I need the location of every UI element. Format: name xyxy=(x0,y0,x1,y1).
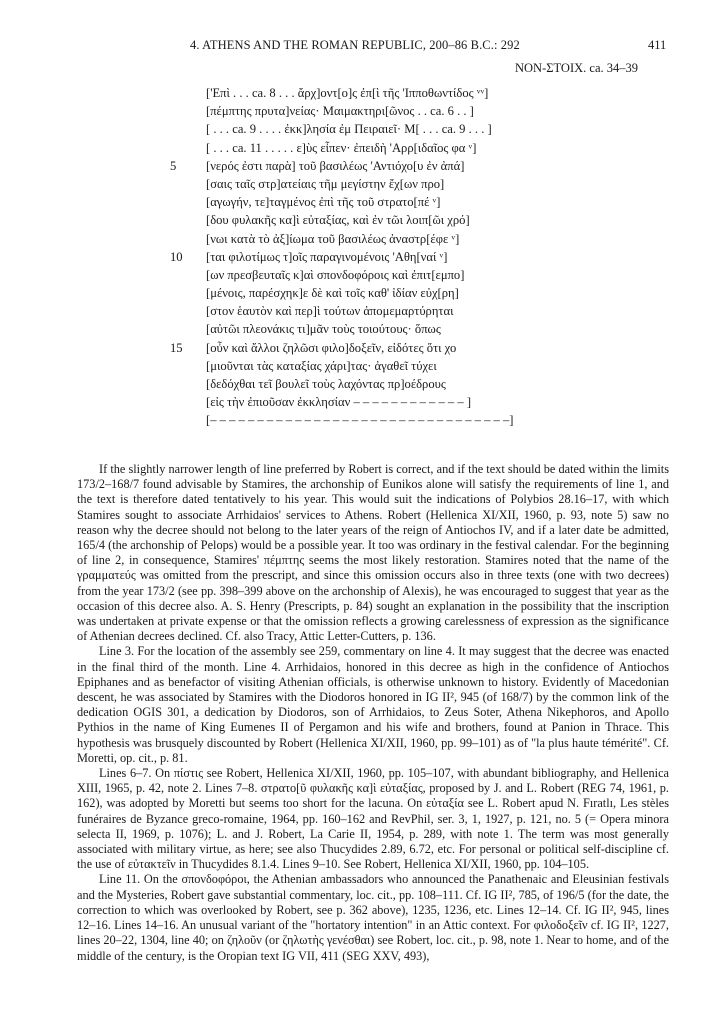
inscription-text xyxy=(160,84,560,430)
inscription-line xyxy=(160,302,560,320)
inscription-line xyxy=(160,157,560,175)
inscription-line xyxy=(160,320,560,338)
commentary xyxy=(77,462,669,964)
greek-text: ['Επὶ . . . ca. 8 . . . ἄρχ]οντ[ο]ς ἐπ[ὶ τῆς 'Ιπποθωντίδος ᵛᵛ] xyxy=(206,86,489,100)
inscription-line xyxy=(160,357,560,375)
inscription-line xyxy=(160,193,560,211)
inscription-line xyxy=(160,284,560,302)
greek-text: [μένοις, παρέσχηκ]ε δὲ καὶ τοῖς καθ' ἰδίαν εὐχ[ρη] xyxy=(206,286,459,301)
inscription-line xyxy=(160,339,560,357)
greek-text: [– – – – – – – – – – – – – – – – – – – – – – – – – – – – – – – –] xyxy=(206,413,514,428)
greek-text: [νωι κατὰ τὸ ἀξ]ίωμα τοῦ βασιλέως ἀναστρ[έφε ᵛ] xyxy=(206,231,460,246)
greek-text: [σαις ταῖς στρ]ατείαις τῆμ μεγίστην ἔχ[ων προ] xyxy=(206,176,445,191)
greek-text: [στον ἑαυτὸν καὶ περ]ὶ τούτων ἀπομεμαρτύρηται xyxy=(206,304,454,319)
inscription-line xyxy=(160,411,560,429)
greek-text: [ . . . ca. 9 . . . . ἐκκ]λησία ἐμ Πειραιεῖ· Μ[ . . . ca. 9 . . . ] xyxy=(206,122,492,137)
commentary-paragraph: If the slightly narrower length of line preferred by Robert is correct, and if the text should be dated within the limits 173/2–168/7 found advisable by Stamires, the archonship of Eunikos alone will satisfy the requirements of line 1, and the text is therefore dated tentatively to his year. This would suit the indications of Polybios 28.16–17, with which Stamires sought to associate Arrhidaios' services to Athens. Robert (Hellenica XI/XII, 1960, p. 93, note 5) saw no reason why the decree should not belong to the later years of the reign of Antiochos IV, and if a later date be admitted, 165/4 (the archonship of Pelops) would be a possible year. It too was ordinary in the festival calendar. For the beginning of line 2, in consequence, Stamires' πέμπτης seems the most likely restoration. Stamires noted that the name of the γραμματεύς was omitted from the prescript, and since this omission occurs also in three texts (one with two decrees) from the year 173/2 (see pp. 398–399 above on the archonship of Alexis), he was encouraged to suggest that year as the occasion of this decree also. A. S. Henry (Prescripts, p. 84) sought an explanation in the possibility that the inscription was undertaken at private expense or that the omission reflects a growing carelessness of expression as the significance of Athenian decrees declined. Cf. also Tracy, Attic Letter-Cutters, p. 136. xyxy=(77,462,669,644)
inscription-line xyxy=(160,211,560,229)
inscription-line xyxy=(160,84,560,102)
greek-text: [αὐτῶι πλεονάκις τι]μᾶν τοὺς τοιούτους· ὅπως xyxy=(206,322,441,337)
greek-text: [οὖν καὶ ἄλλοι ζηλῶσι φιλο]δοξεῖν, εἰδότες ὅτι χο xyxy=(206,340,457,355)
greek-text: [ται φιλοτίμως τ]οῖς παραγινομένοις 'Αθη[ναί ᵛ] xyxy=(206,249,448,264)
greek-text: [πέμπτης πρυτα]νείας· Μαιμακτηρι[ῶνος . . ca. 6 . . ] xyxy=(206,104,474,119)
commentary-paragraph: Lines 6–7. On πίστις see Robert, Hellenica XI/XII, 1960, pp. 105–107, with abundant bibliography, and Hellenica XIII, 1965, p. 42, note 2. Lines 7–8. στρατο[ῦ φυλακῆς κα]ὶ εὐταξίας, proposed by J. and L. Robert (REG 74, 1961, p. 162), was adopted by Moretti but seems too short for the lacuna. On εὐταξία see L. Robert apud N. Fıratlı, Les stèles funéraires de Byzance greco-romaine, 1964, pp. 160–162 and RevPhil, ser. 3, 1, 1927, p. 121, no. 5 (= Opera minora selecta II, 1969, p. 1076); L. and J. Robert, La Carie II, 1954, p. 289, with note 1. The term was most generally associated with military virtue, as here; see also Thucydides 2.89, 6.72, etc. For personal or political self-discipline cf. the use of εὐτακτεῖν in Thucydides 8.1.4. Lines 9–10. See Robert, Hellenica XI/XII, 1960, pp. 104–105. xyxy=(77,766,669,872)
inscription-line xyxy=(160,393,560,411)
greek-text: [μιοῦνται τὰς καταξίας χάρι]τας· ἀγαθεῖ τύχει xyxy=(206,358,437,373)
greek-text: [αγωγήν, τε]ταγμένος ἐπὶ τῆς τοῦ στρατο[πέ ᵛ] xyxy=(206,195,441,210)
inscription-line xyxy=(160,230,560,248)
inscription-line xyxy=(160,102,560,120)
inscription-line xyxy=(160,266,560,284)
line-number: 15 xyxy=(170,340,183,355)
greek-text: [ων πρεσβευταῖς κ]αὶ σπονδοφόροις καὶ ἐπιτ[εμπο] xyxy=(206,267,465,282)
greek-text: [δεδόχθαι τεῖ βουλεῖ τοὺς λαχόντας πρ]οέδρους xyxy=(206,377,446,391)
inscription-line xyxy=(160,375,560,393)
inscription-line xyxy=(160,120,560,138)
page-number: 411 xyxy=(648,38,667,52)
inscription-line xyxy=(160,139,560,157)
commentary-paragraph: Line 11. On the σπονδοφόροι, the Athenian ambassadors who announced the Panathenaic and Eleusinian festivals and the Mysteries, Robert gave substantial commentary, loc. cit., pp. 108–111. Cf. IG II², 785, of 196/5 (for the date, the correction to which was overlooked by Robert, see p. 362 above), 1235, 1236, etc. Lines 12–14. Cf. IG II², 945, lines 12–16. Lines 14–16. An unusual variant of the "hortatory intention" in an Attic context. For φιλοδοξεῖν cf. IG II², 1227, lines 20–22, 1304, line 40; on ζηλοῦν (or ζηλωτὴς γενέσθαι) see Robert, loc. cit., p. 98, note 1. Near to home, and of the middle of the century, is the Oropian text IG VII, 411 (SEG XXV, 493), xyxy=(77,872,669,963)
greek-text: [εἰς τὴν ἐπιοῦσαν ἐκκλησίαν – – – – – – – – – – – – ] xyxy=(206,395,472,410)
greek-text: [ . . . ca. 11 . . . . . ε]ὺς εἶπεν· ἐπειδὴ 'Αρρ[ιδαῖος φα ᵛ] xyxy=(206,140,477,155)
inscription-line xyxy=(160,248,560,266)
line-number: 5 xyxy=(170,158,177,173)
greek-text: [δου φυλακῆς κα]ὶ εὐταξίας, καὶ ἐν τῶι λοιπ[ῶι χρό] xyxy=(206,213,470,228)
running-title: 4. ATHENS AND THE ROMAN REPUBLIC, 200–86 B.C.: 292 xyxy=(190,38,520,52)
commentary-paragraph: Line 3. For the location of the assembly see 259, commentary on line 4. It may suggest that the decree was enacted in the final third of the month. Line 4. Arrhidaios, honored in this decree as high in the confidence of Antiochos Epiphanes and as benefactor of visiting Athenian officials, is otherwise unknown to history. Evidently of Macedonian descent, he was associated by Stamires with the Diodoros honored in IG II², 945 (of 168/7) by the common link of the dedication OGIS 301, a dedication by Diodoros, son of Arrhidaios, to Zeus Soter, Athena Nikephoros, and Apollo Pythios in the name of King Eumenes II of Pergamon and his wife and brothers, found at Panion in Thrace. This hypothesis was brusquely discounted by Robert (Hellenica XI/XII, 1960, pp. 99–101) as of "la plus haute témérité". Cf. Moretti, op. cit., p. 81. xyxy=(77,644,669,765)
greek-text: [νερός ἐστι παρὰ] τοῦ βασιλέως 'Αντιόχο[υ ἐν ἀπά] xyxy=(206,158,465,173)
inscription-line xyxy=(160,175,560,193)
line-number: 10 xyxy=(170,249,183,264)
stoichedon-note: NON-ΣΤΟΙΧ. ca. 34–39 xyxy=(515,61,638,75)
